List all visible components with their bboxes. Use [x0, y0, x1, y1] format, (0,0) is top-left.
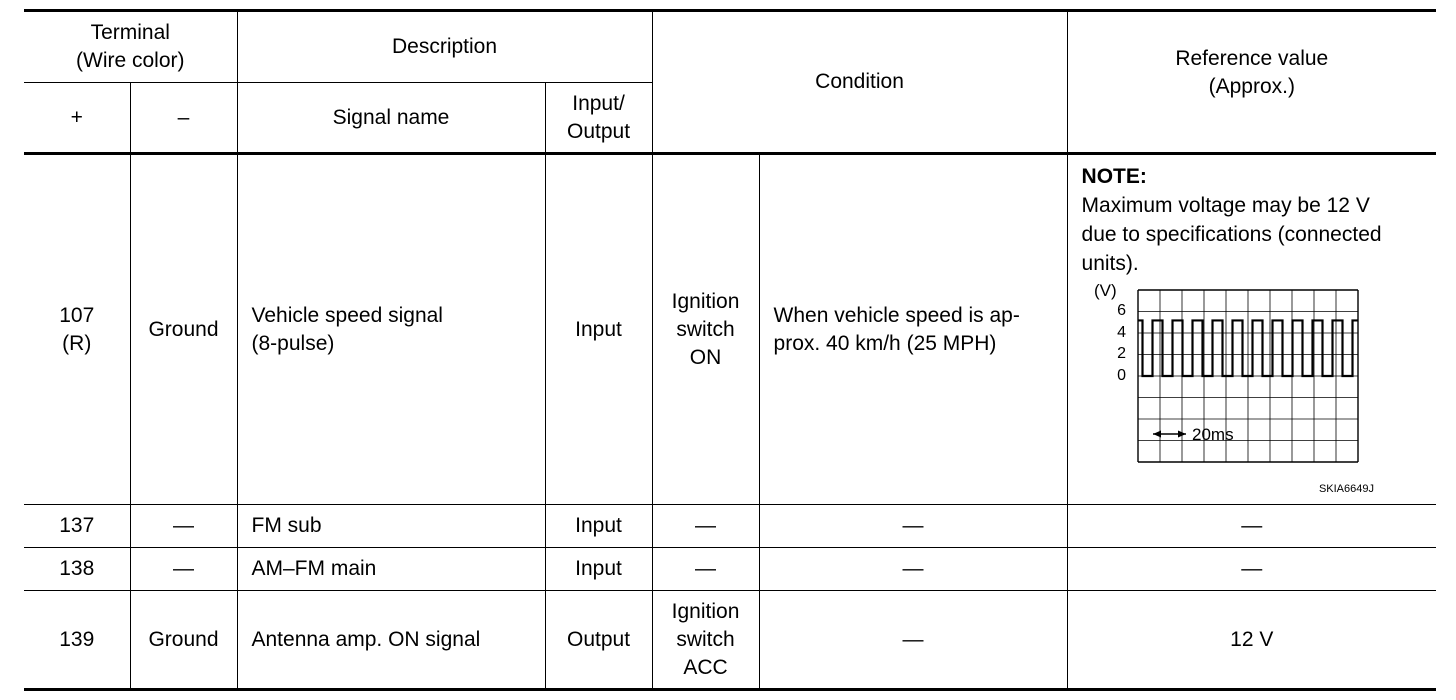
y-tick-label: 4	[1116, 324, 1126, 341]
input-output-header: Input/ Output	[545, 83, 652, 154]
note-title: NOTE:	[1081, 165, 1147, 188]
time-scale-label: 20ms	[1191, 425, 1234, 444]
reference-value	[1067, 154, 1436, 505]
plus-header: +	[24, 83, 130, 154]
terminal-plus: 139	[24, 591, 130, 690]
reference-header: Reference value (Approx.)	[1067, 11, 1436, 154]
condition-main: Ignition switch ACC	[652, 591, 759, 690]
y-tick-label: 6	[1116, 302, 1126, 319]
table-row	[24, 505, 1436, 548]
terminal-minus: —	[130, 505, 237, 548]
input-output: Input	[545, 505, 652, 548]
terminal-plus: 107 (R)	[24, 154, 130, 505]
terminal-minus: —	[130, 548, 237, 591]
y-tick-label: 2	[1116, 345, 1126, 362]
input-output: Input	[545, 154, 652, 505]
terminal-plus: 137	[24, 505, 130, 548]
condition-detail: —	[759, 548, 1067, 591]
condition-detail: —	[759, 505, 1067, 548]
reference-value: —	[1067, 505, 1436, 548]
condition-detail: When vehicle speed is ap- prox. 40 km/h (25 MPH)	[759, 154, 1067, 505]
input-output: Output	[545, 591, 652, 690]
terminal-spec-table	[24, 9, 1436, 691]
time-scale-arrow	[1153, 431, 1186, 438]
y-unit-label: (V)	[1093, 282, 1117, 300]
condition-detail: —	[759, 591, 1067, 690]
note-text: Maximum voltage may be 12 V due to specifications (connected units).	[1081, 194, 1382, 275]
description-header: Description	[237, 11, 652, 83]
condition-main: Ignition switch ON	[652, 154, 759, 505]
condition-header: Condition	[652, 11, 1067, 154]
oscilloscope-figure	[1082, 282, 1425, 504]
oscilloscope-svg	[1082, 282, 1402, 504]
minus-header: –	[130, 83, 237, 154]
table-row	[24, 591, 1436, 690]
y-tick-label: 0	[1116, 367, 1126, 384]
terminal-minus: Ground	[130, 154, 237, 505]
header-row-1	[24, 11, 1436, 83]
figure-id: SKIA6649J	[1318, 483, 1374, 495]
signal-name-header: Signal name	[237, 83, 545, 154]
signal-name: Antenna amp. ON signal	[237, 591, 545, 690]
table-row	[24, 154, 1436, 505]
signal-name: Vehicle speed signal (8-pulse)	[237, 154, 545, 505]
table-row	[24, 548, 1436, 591]
terminal-minus: Ground	[130, 591, 237, 690]
signal-name: FM sub	[237, 505, 545, 548]
input-output: Input	[545, 548, 652, 591]
reference-value: —	[1067, 548, 1436, 591]
signal-name: AM–FM main	[237, 548, 545, 591]
reference-value: 12 V	[1067, 591, 1436, 690]
condition-main: —	[652, 505, 759, 548]
terminal-plus: 138	[24, 548, 130, 591]
terminal-header: Terminal (Wire color)	[24, 11, 237, 83]
condition-main: —	[652, 548, 759, 591]
